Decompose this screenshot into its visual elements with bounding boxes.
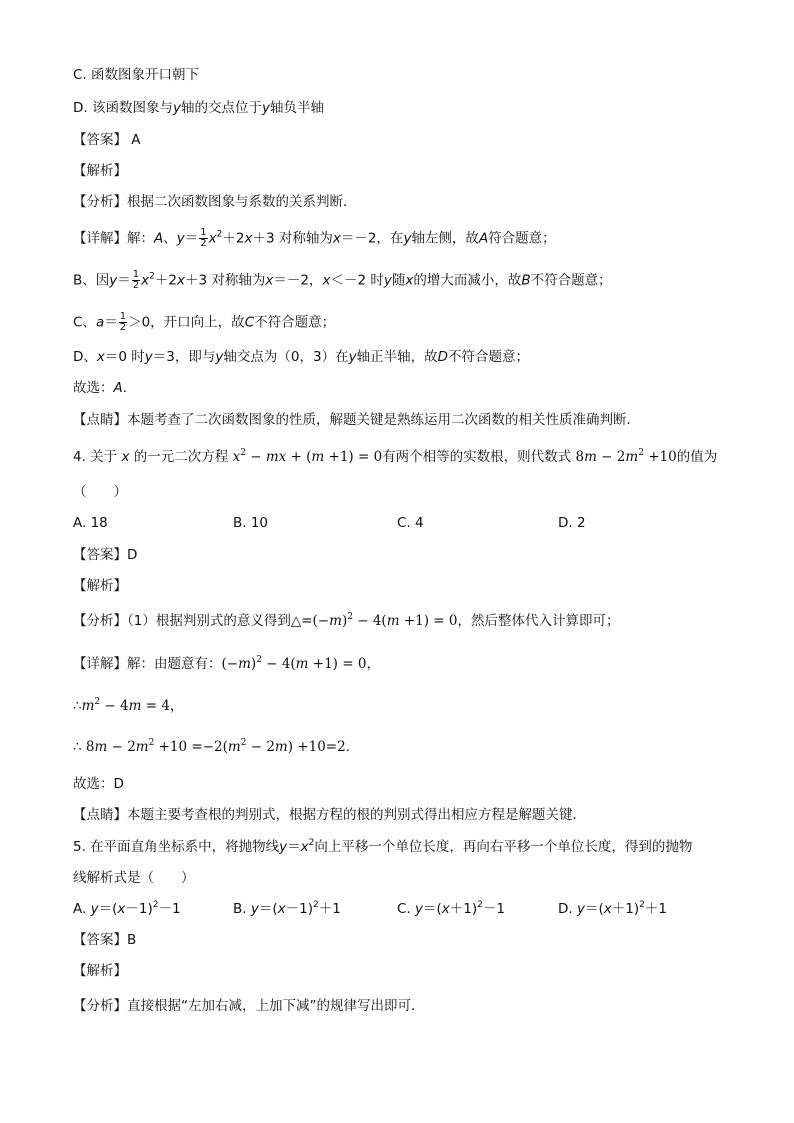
analysis-heading: 【解析】: [73, 578, 127, 594]
option-d: D. 2: [558, 515, 586, 531]
comment-line: 【点睛】本题主要考查根的判别式，根据方程的根的判别式得出相应方程是解题关键．: [73, 807, 586, 823]
option-c: C. 函数图象开口朝下: [73, 67, 200, 83]
option-a: A. 18: [73, 515, 108, 531]
question-4-stem: 4. 关于 x 的一元二次方程 $x^2$ − mx + (m +1) = 0有两个相等的实数根，则代数式 $8m - 2m^2 +10$的值为: [73, 448, 718, 465]
option-b: B. $y=(x-1)^2+1$: [233, 900, 341, 917]
option-d: D. $y=(x+1)^2+1$: [558, 900, 667, 917]
question-5-stem: 5. 在平面直角坐标系中，将抛物线$y=x^2$向上平移一个单位长度，再向右平移一个单位长度，得到的抛物: [73, 838, 693, 855]
detail-line-d: D、x＝0 时y＝3，即与y轴交点为（0，3）在y轴正半轴，故D不符合题意；: [73, 349, 529, 365]
analysis-heading: 【解析】: [73, 963, 127, 979]
detail-line-a: 【详解】解：A、y＝ $\frac{1}{2}$ $x^2+2x+3$ 对称轴为x＝－2，在y轴左侧，故A符合题意；: [73, 227, 556, 249]
comment-line: 【点睛】本题考查了二次函数图象的性质，解题关键是熟练运用二次函数的相关性质准确判断．: [73, 412, 640, 428]
detail-line-b: B、因y＝ $\frac{1}{2}$ $x^2+2x+3$ 对称轴为x＝－2，x＜－2 时y随x的增大而减小，故B不符合题意；: [73, 269, 612, 291]
choice-line: 故选：D: [73, 776, 124, 792]
detail-line-c: C、a＝ $\frac{1}{2}$ ＞0，开口向上，故C不符合题意；: [73, 311, 336, 333]
question-5-options: [73, 900, 713, 918]
fraction-half: $\frac{1}{2}$: [119, 311, 127, 333]
question-4-paren: （ ）: [73, 484, 127, 500]
option-b: B. 10: [233, 515, 269, 531]
choice-line: 故选：A．: [73, 380, 137, 396]
option-c: C. 4: [397, 515, 424, 531]
option-d: D. 该函数图象与y轴的交点位于y轴负半轴: [73, 100, 324, 116]
analysis-heading: 【解析】: [73, 163, 127, 179]
answer-line: 【答案】D: [73, 547, 138, 563]
question-5-stem-cont: 线解析式是（ ）: [73, 870, 195, 886]
detail-line-2: $\therefore m^2 - 4m = 4$，: [73, 697, 184, 714]
answer-line: 【答案】 A: [73, 132, 141, 148]
answer-line: 【答案】B: [73, 932, 137, 948]
question-4-options: [73, 514, 713, 532]
analysis-line: 【分析】根据二次函数图象与系数的关系判断．: [73, 194, 357, 210]
analysis-line: 【分析】（1）根据判别式的意义得到$\triangle=(-m)^2 - 4(m +1) = 0$，然后整体代入计算即可；: [73, 612, 620, 629]
option-c: C. $y=(x+1)^2-1$: [397, 900, 505, 917]
detail-line-3: ∴ $8m - 2m^2 +10 =-2(m^2 - 2m) +10=2$．: [73, 738, 360, 755]
fraction-half: $\frac{1}{2}$: [200, 227, 207, 249]
fraction-half: $\frac{1}{2}$: [132, 269, 140, 291]
analysis-line: 【分析】直接根据“左加右减，上加下减”的规律写出即可．: [73, 998, 425, 1014]
option-a: A. $y=(x-1)^2-1$: [73, 900, 181, 917]
detail-line-1: 【详解】解：由题意有：$(-m)^2 - 4(m +1) = 0$，: [73, 655, 380, 672]
